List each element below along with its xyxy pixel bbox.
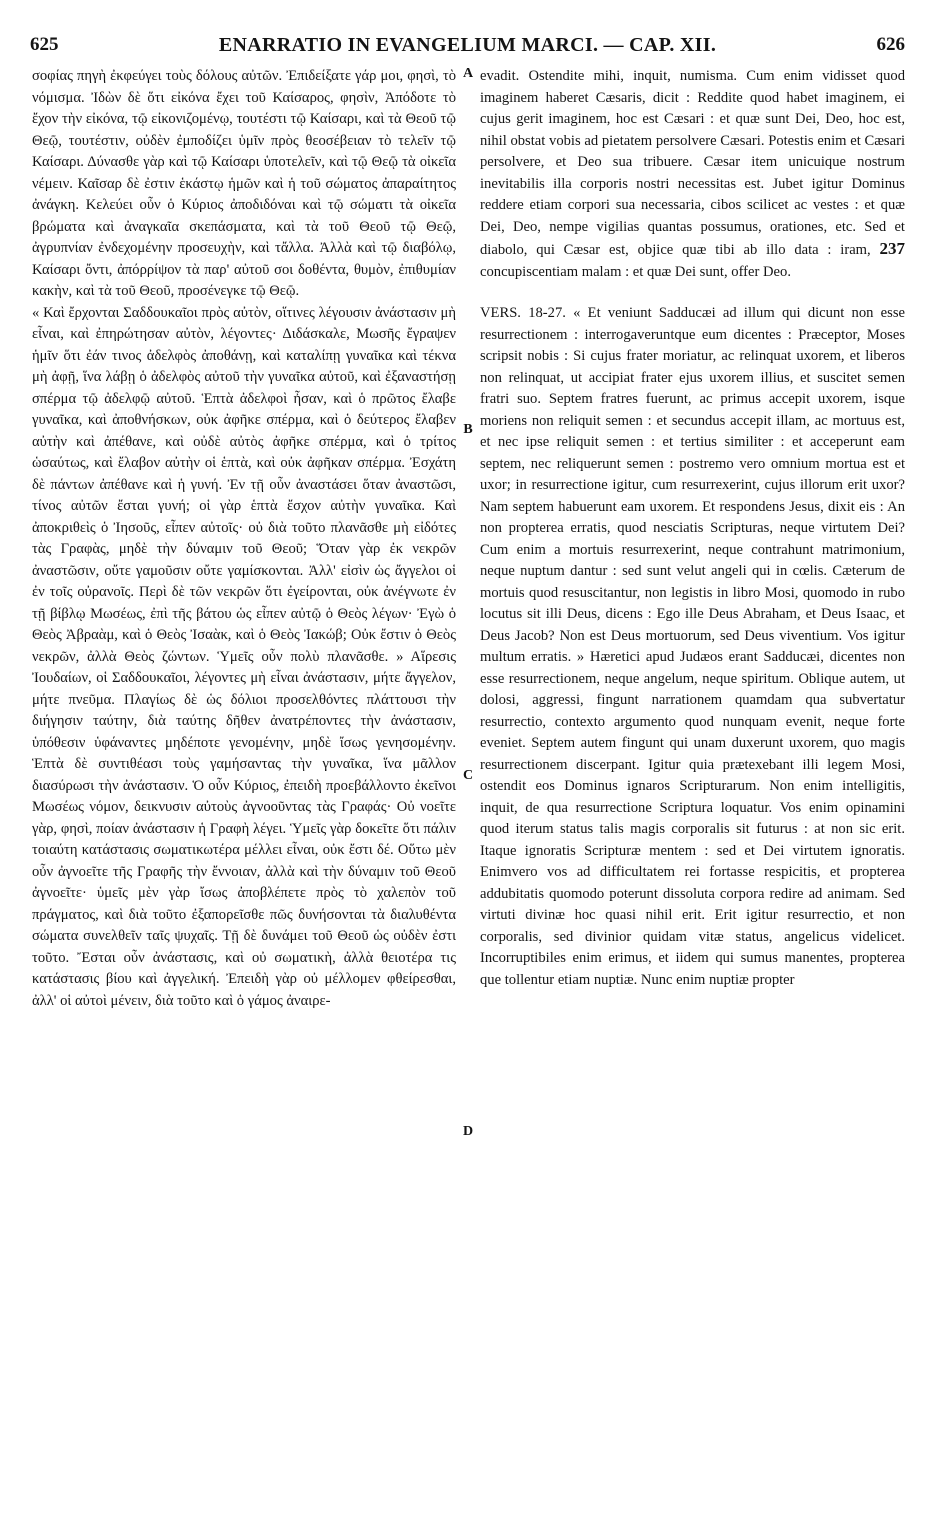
margin-marker-b: B	[463, 422, 473, 437]
latin-paragraph-1b: concupiscentiam malam : et quæ Dei sunt, offer Deo.	[480, 263, 791, 280]
latin-column	[480, 66, 905, 1534]
page-number-left: 625	[30, 34, 59, 55]
greek-paragraph-1: σοφίας πηγὴ ἐκφεύγει τοὺς δόλους αὐτῶν. Ἐπιδείξατε γάρ μοι, φησὶ, τὸ νόμισμα. Ἰδὼν δὲ ὅτι εἰκόνα ἔχει τοῦ Καίσαρος, φησὶν, Ἀπόδοτε τὸ ἔχον τὴν εἰκόνα, τῷ εἰκονιζομένῳ, τουτέστι τῷ Καίσαρι, καὶ τὰ Θεοῦ τῷ Θεῷ, τουτέστιν, οὐδὲν ἐμποδίζει ὑμῖν πρὸς θεοσέβειαν τὸ τελεῖν τῷ Καίσαρι. Δύνασθε γὰρ καὶ τῷ Καίσαρι ὑποτελεῖν, καὶ τῷ Θεῷ τὰ οἰκεῖα νέμειν. Καῖσαρ δὲ ἐστιν ἑκάστῳ ἡμῶν καὶ ἡ τοῦ σώματος ἀπαραίτητος ἀνάγκη. Κελεύει οὖν ὁ Κύριος ἀποδιδόναι καὶ τῷ σώματι τὰ οἰκεῖα βρώματα καὶ ἀναγκαῖα σκεπάσματα, καὶ τὰ τοῦ Θεοῦ τῷ Θεῷ, ἀγρυπνίαν ἐνδεχομένην προσευχὴν, καὶ τἄλλα. Ἀλλὰ καὶ τῷ διαβόλῳ, Καίσαρι ὄντι, ἀπόρρίψον τὰ παρ' αὐτοῦ σοι δοθέντα, θυμὸν, ἐπιθυμίαν κακὴν, καὶ τὰ τοῦ Θεοῦ, προσένεγκε τῷ Θεῷ.	[32, 68, 456, 299]
paragraph-gap	[480, 283, 905, 303]
latin-paragraph-1	[480, 66, 905, 283]
latin-paragraph-2: VERS. 18-27. « Et veniunt Sadducæi ad illum qui dicunt non esse resurrectionem : interrogaveruntque eum dicentes : Præceptor, Moses scripsit nobis : Si cujus frater moriatur, ac relinquat uxorem, et liberos non relinquat, ut accipiat frater ejus uxorem illius, et suscitet semen fratri suo. Septem fratres fuerunt, ac primus accepit uxorem, isque moriens non reliquit semen : et secundus accepit illam, ac mortuus est, et nec ipse reliquit semen : et tertius similiter : et acceperunt eam septem, nec reliquerunt semen : postremo vero omnium mortua est et uxor; in resurrectione igitur, cum resurrexerint, cujus illorum erit uxor? Nam septem habuerunt eam uxorem. Et respondens Jesus, dixit eis : An non propterea erratis, quod nesciatis Scripturas, neque virtutem Dei? Cum enim a mortuis resurrexerint, neque contrahunt matrimonium, neque nuptum dantur : sed sunt velut angeli qui in cœlis. Cæterum de mortuis quod resuscitantur, non legistis in libro Mosi, quomodo in rubo locutus sit illi Deus, dicens : Ego ille Deus Abraham, et Deus Isaac, et Deus Jacob? Non est Deus mortuorum, sed Deus viventium. Vos igitur multum erratis. » Hæretici apud Judæos erant Sadducæi, dicentes non esse resurrectionem, neque angelum, neque spiritum. Oblique autem, ut dolosi, aggressi, fingunt narrationem quamdam qua subvertatur resurrectio, contexto argumento quod nunquam evenit, neque forte eveniet. Septem autem fingunt qui unam duxerunt uxorem, quo magis resurrectionem discerpant. Igitur quia prætexebant illi legem Mosi, ostendit eos Dominus ignaros Scripturarum. Non enim intelligitis, inquit, de qua resurrectione Scriptura loquatur. Vos enim opinamini quod iterum status talis magis corporalis sit futurus : at non sic erit. Itaque ignoratis Scripturæ mentem : sed et Dei virtutem ignoratis. Enimvero vos ad difficultatem rei fortasse respicitis, et propterea addubitatis quomodo poterunt dissoluta corpora redire ad animam. Sed virtuti divinæ hoc quasi nihil erit. Erit igitur resurrectio, et non corporalis, sed divinior quidam vitæ status, angelicus videlicet. Incorruptibiles enim erimus, et iidem qui sumus manentes, propterea que tollentur etiam nuptiæ. Nunc enim nuptiæ propter	[480, 305, 905, 988]
column-reference-number: 237	[879, 239, 905, 258]
page-number-right: 626	[876, 34, 905, 55]
latin-paragraph-1a: evadit. Ostendite mihi, inquit, numisma. Cum enim vidisset quod imaginem haberet Cæsaris, dicit : Reddite quod habet imaginem, ei cujus gerit imaginem, hoc est Cæsari : et quæ sunt Dei, Deo, hoc est, nihil obstat vobis ad pietatem persolvere Cæsari. Potestis enim et Cæsari persolvere, et Deo sua tribuere. Cæsar item unicuique nostrum inevitabilis illa corporis nostri necessitas est. Jubet igitur Dominus reddere etiam corpori sua necessaria, cibos scilicet ac vestes : et quæ Dei, Deo, nempe vigilias quantas possumus, orationes, etc. Sed et diabolo, qui Cæsar est, objice quæ tibi ab illo data : iram,	[480, 68, 905, 258]
greek-paragraph-2: « Καὶ ἔρχονται Σαδδουκαῖοι πρὸς αὐτὸν, οἵτινες λέγουσιν ἀνάστασιν μὴ εἶναι, καὶ ἐπηρώτησαν αὐτὸν, λέγοντες· Διδάσκαλε, Μωσῆς ἔγραψεν ἡμῖν ὅτι ἐάν τινος ἀδελφὸς ἀποθάνῃ, καὶ καταλίπῃ γυναῖκα καὶ τέκνα μὴ ἀφῇ, ἵνα λάβῃ ὁ ἀδελφὸς αὐτοῦ τὴν γυναῖκα αὐτοῦ, καὶ ἐξαναστήσῃ σπέρμα τῷ ἀδελφῷ αὐτοῦ. Ἑπτὰ ἀδελφοὶ ἦσαν, καὶ ὁ πρῶτος ἔλαβε γυναῖκα, καὶ ἀποθνήσκων, οὐκ ἀφῆκε σπέρμα, καὶ ὁ δεύτερος ἔλαβεν αὐτὴν καὶ ἀπέθανε, καὶ οὐδὲ αὐτὸς ἀφῆκε σπέρμα, καὶ ὁ τρίτος ὡσαύτως, καὶ ἔλαβον αὐτὴν οἱ ἑπτὰ, καὶ οὐκ ἀφῆκαν σπέρμα. Ἐσχάτη δὲ πάντων ἀπέθανε καὶ ἡ γυνή. Ἐν τῇ οὖν ἀναστάσει ὅταν ἀναστῶσι, τίνος αὐτῶν ἔσται γυνή; οἱ γὰρ ἑπτὰ ἔσχον αὐτὴν γυναῖκα. Καὶ ἀποκριθεὶς ὁ Ἰησοῦς, εἶπεν αὐτοῖς· οὐ διὰ τοῦτο πλανᾶσθε μὴ εἰδότες τὰς Γραφὰς, μηδὲ τὴν δύναμιν τοῦ Θεοῦ; Ὅταν γὰρ ἐκ νεκρῶν ἀναστῶσιν, οὔτε γαμοῦσιν οὔτε γαμίσκονται. Ἀλλ' εἰσὶν ὡς ἄγγελοι οἱ ἐν τοῖς οὐρανοῖς. Περὶ δὲ τῶν νεκρῶν ὅτι ἐγείρονται, οὐκ ἀνέγνωτε ἐν τῇ βίβλῳ Μωσέως, ἐπὶ τῆς βάτου ὡς εἶπεν αὐτῷ ὁ Θεὸς λέγων· Ἐγὼ ὁ Θεὸς Ἀβραὰμ, καὶ ὁ Θεὸς Ἰσαὰκ, καὶ ὁ Θεὸς Ἰακώβ; Οὐκ ἔστιν ὁ Θεὸς νεκρῶν, ἀλλὰ Θεὸς ζώντων. Ὑμεῖς οὖν πολὺ πλανᾶσθε. » Αἵρεσις Ἰουδαίων, οἱ Σαδδουκαῖοι, λέγοντες μὴ εἶναι ἀνάστασιν, μήτε ἄγγελον, μήτε πνεῦμα. Πλαγίως δὲ ὡς δόλιοι προσελθόντες πλάττουσι τὴν διήγησιν ταύτην, διὰ ταύτης δῆθεν ἀνατρέποντες τὴν ἀνάστασιν, ὑπόθεσιν ὑφάναντες μηδέποτε γενομένην, μηδὲ ἴσως γενησομένην. Ἑπτὰ δὲ συντιθέασι τοὺς γαμήσαντας τὴν γυναῖκα, ἵνα μᾶλλον διασύρωσι τὴν ἀνάστασιν. Ὁ οὖν Κύριος, ἐπειδὴ προεβάλλοντο ἐκεῖνοι Μωσέως νόμον, δεικνυσιν αὐτοὺς ἀγνοοῦντας τὰς Γραφάς· Οὐ νοεῖτε γὰρ, φησὶ, ποίαν ἀνάστασιν ἡ Γραφὴ λέγει. Ὑμεῖς γὰρ δοκεῖτε ὅτι πάλιν τοιαύτη κατάστασις σωματικωτέρα μέλλει εἶναι, οὐκ ἔστι δέ. Οὕτω μὲν οὖν ἀγνοεῖτε τῆς Γραφῆς τὴν ἔννοιαν, ἀλλὰ καὶ τὴν δύναμιν τοῦ Θεοῦ ἀγνοεῖτε· ὑμεῖς μὲν γὰρ ἴσως ἀποβλέπετε πρὸς τὸ χαλεπὸν τοῦ πράγματος, καὶ διὰ τοῦτο ἐξαπορεῖσθε πῶς δυνήσονται τὰ διαλυθέντα σώματα συνελθεῖν ταῖς ψυχαῖς. Τῇ δὲ δυνάμει τοῦ Θεοῦ ὡς οὐδὲν ἐστι τοῦτο. Ἔσται οὖν ἀνάστασις, καὶ οὐ σωματικὴ, ἀλλὰ θειοτέρα τις κατάστασις βίου καὶ ἀγγελική. Ἐπειδὴ γὰρ οὐ μέλλομεν φθείρεσθαι, ἀλλ' οἱ αὐτοὶ μένειν, διὰ τοῦτο καὶ ὁ γάμος ἀναιρε-	[32, 304, 456, 1009]
margin-marker-c: C	[462, 768, 474, 783]
margin-marker-d: D	[462, 1124, 474, 1139]
running-header	[26, 34, 909, 56]
greek-column	[32, 66, 456, 1534]
margin-marker-a: A	[462, 66, 474, 81]
running-title: ENARRATIO IN EVANGELIUM MARCI. — CAP. XII.	[218, 34, 717, 56]
